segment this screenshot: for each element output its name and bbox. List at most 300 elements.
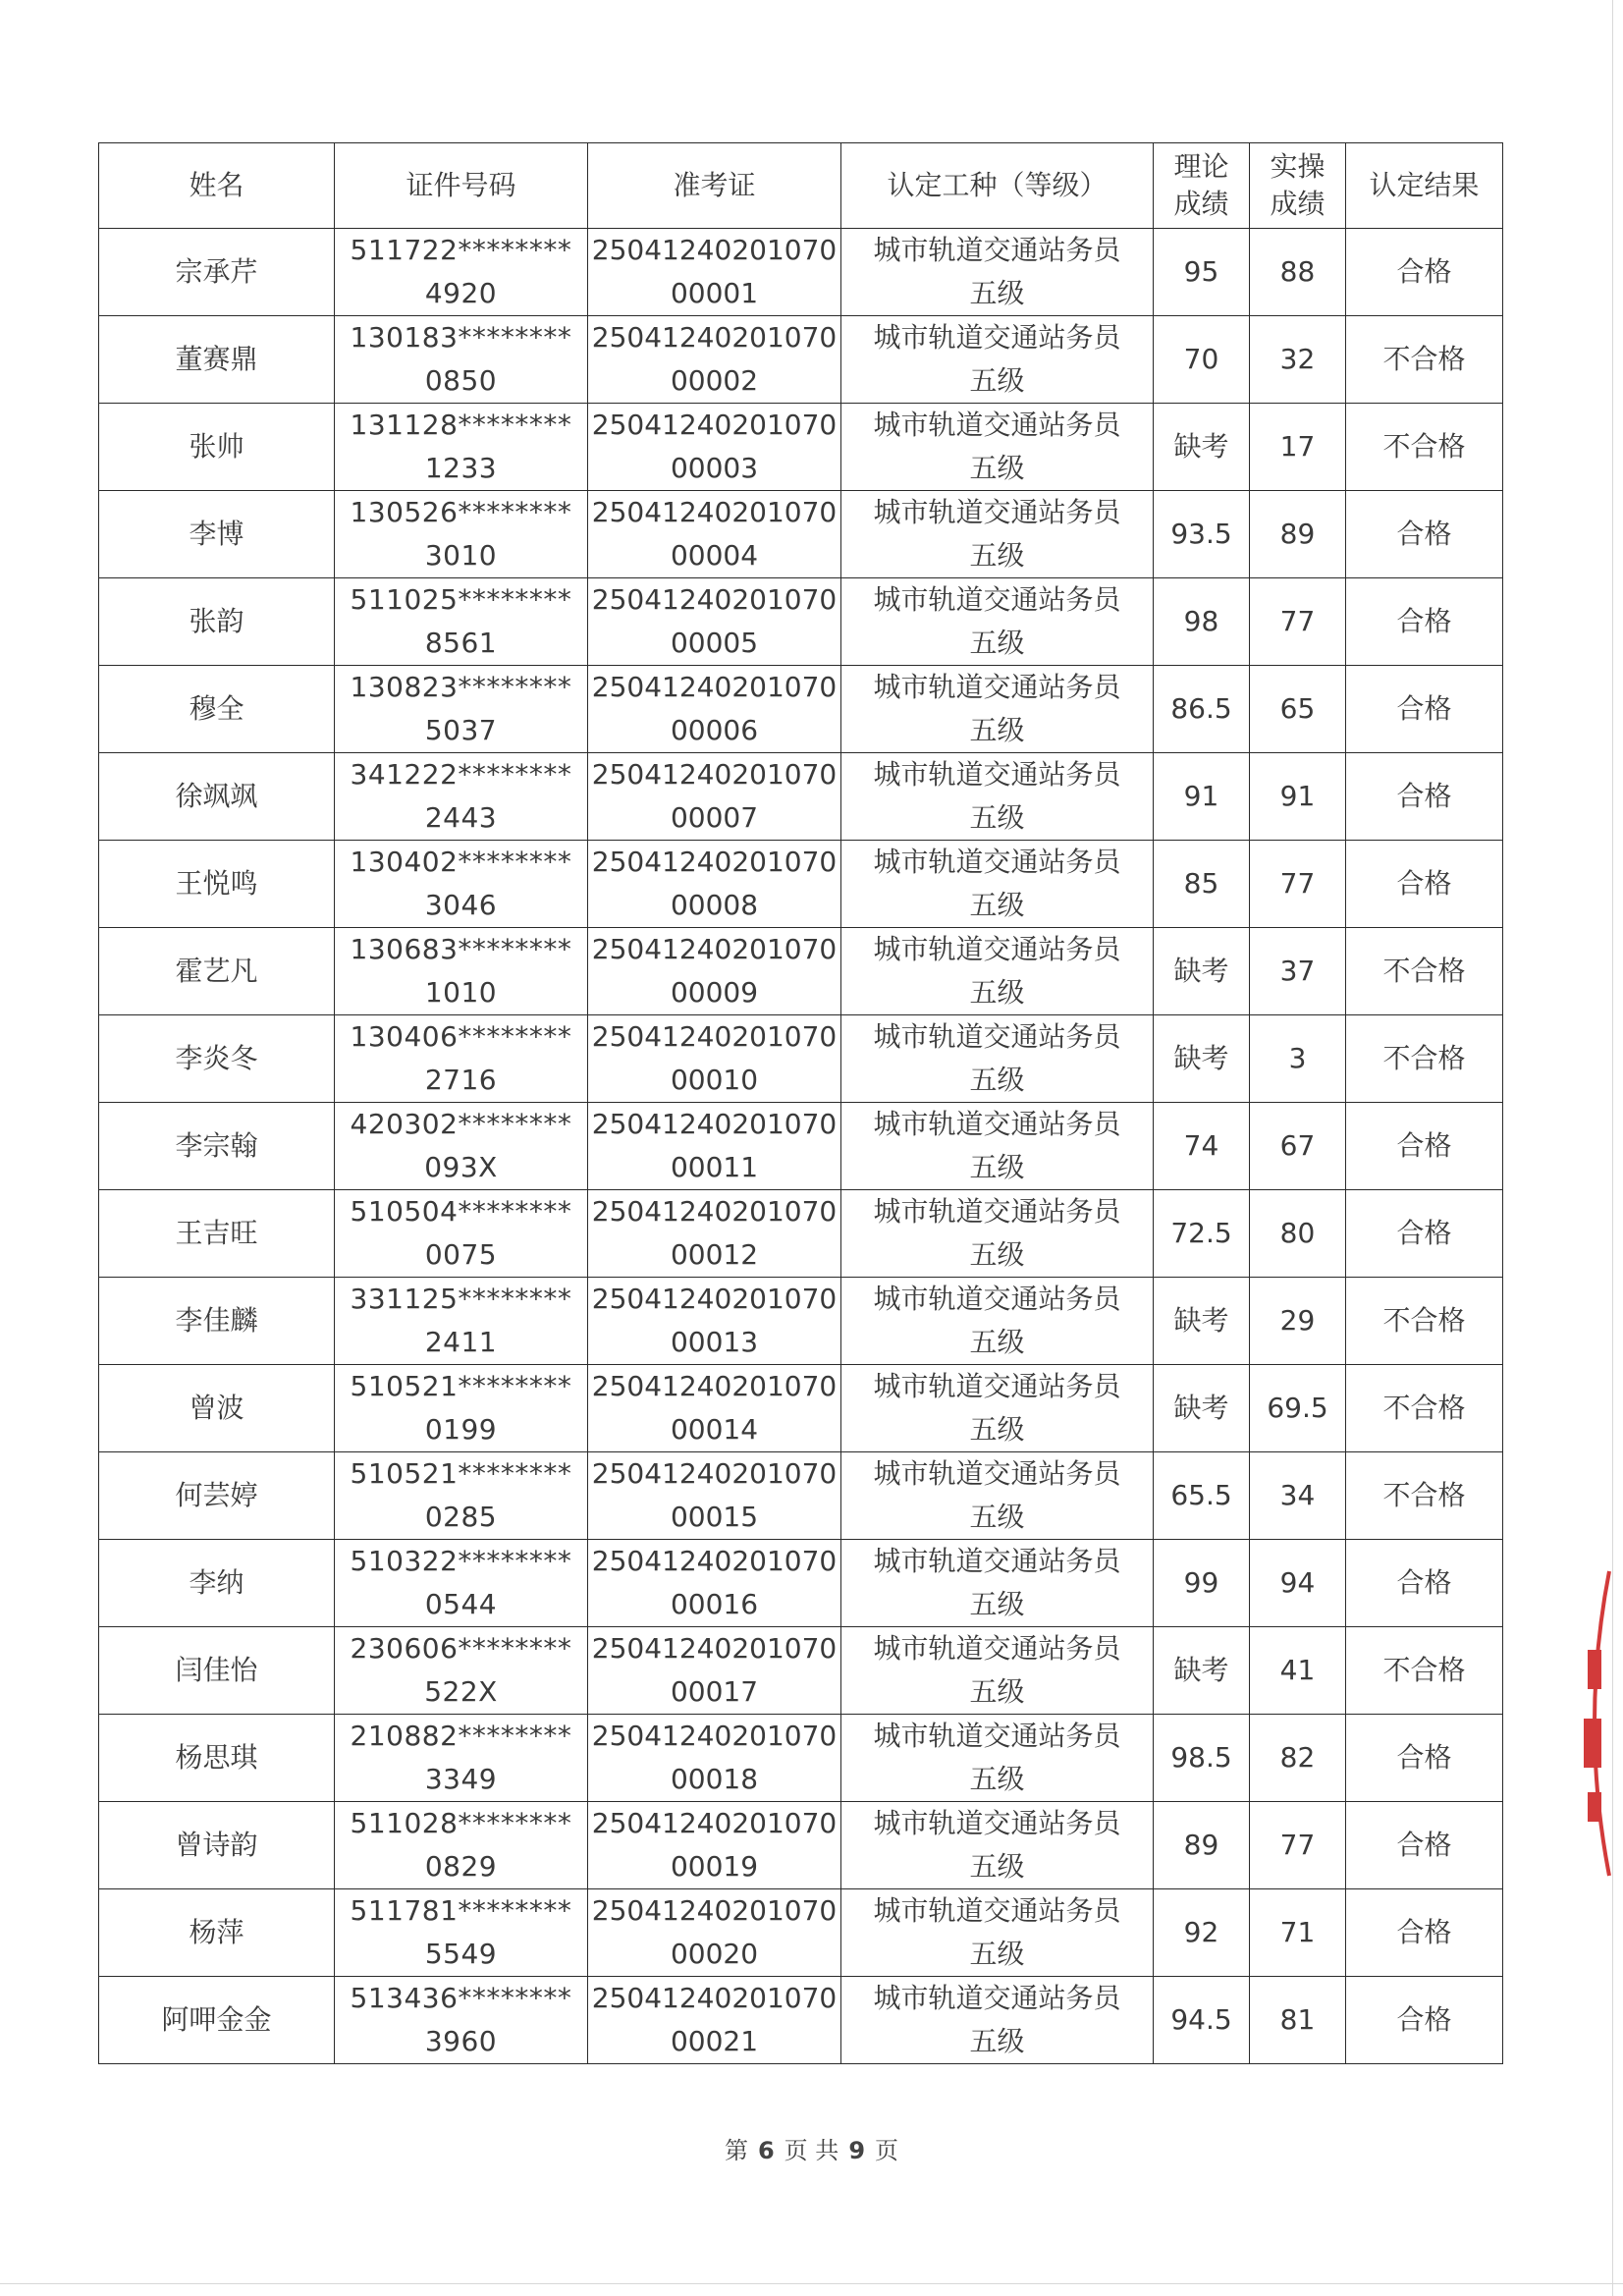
cell-result: 不合格 xyxy=(1346,404,1503,491)
cell-occupation xyxy=(841,841,1154,928)
cell-practical: 37 xyxy=(1250,928,1346,1015)
cell-occupation-line1: 城市轨道交通站务员 xyxy=(873,583,1121,616)
cell-ticket-line1: 25041240201070 xyxy=(591,321,838,354)
cell-ticket xyxy=(588,229,841,316)
cell-ticket-line2: 00020 xyxy=(670,1938,759,1970)
cell-ticket-line1: 25041240201070 xyxy=(591,1020,838,1053)
cell-theory: 93.5 xyxy=(1154,491,1250,578)
cell-ticket-line2: 00019 xyxy=(670,1850,759,1883)
cell-id-line1: 513436******** xyxy=(350,1982,572,2014)
cell-occupation xyxy=(841,1103,1154,1190)
cell-id-line1: 130183******** xyxy=(350,321,572,354)
table-row xyxy=(99,491,1503,578)
cell-occupation-line1: 城市轨道交通站务员 xyxy=(873,671,1121,703)
cell-occupation-line1: 城市轨道交通站务员 xyxy=(873,1108,1121,1140)
cell-occupation-line1: 城市轨道交通站务员 xyxy=(873,1283,1121,1315)
table-row xyxy=(99,1452,1503,1540)
cell-name: 穆全 xyxy=(99,666,335,753)
cell-ticket-line1: 25041240201070 xyxy=(591,1894,838,1927)
cell-id-line2: 0075 xyxy=(424,1238,498,1271)
table-header-row xyxy=(99,143,1503,229)
cell-id-line1: 511781******** xyxy=(350,1894,572,1927)
table-row xyxy=(99,1540,1503,1627)
cell-result: 合格 xyxy=(1346,578,1503,666)
cell-practical: 77 xyxy=(1250,1802,1346,1889)
cell-name: 李宗翰 xyxy=(99,1103,335,1190)
table-row xyxy=(99,1103,1503,1190)
cell-occupation-line2: 五级 xyxy=(969,1588,1025,1620)
cell-ticket xyxy=(588,1452,841,1540)
cell-ticket-line1: 25041240201070 xyxy=(591,1545,838,1577)
header-theory-line1: 理论 xyxy=(1173,150,1229,183)
cell-occupation-line2: 五级 xyxy=(969,1326,1025,1358)
cell-occupation-line1: 城市轨道交通站务员 xyxy=(873,1894,1121,1927)
cell-id xyxy=(335,1103,588,1190)
cell-ticket xyxy=(588,578,841,666)
cell-ticket-line2: 00021 xyxy=(670,2025,759,2057)
cell-ticket-line2: 00002 xyxy=(670,364,759,397)
cell-occupation-line1: 城市轨道交通站务员 xyxy=(873,1195,1121,1228)
cell-occupation-line2: 五级 xyxy=(969,1938,1025,1970)
table-row xyxy=(99,316,1503,404)
cell-theory: 91 xyxy=(1154,753,1250,841)
table-row xyxy=(99,1365,1503,1452)
cell-occupation-line2: 五级 xyxy=(969,1501,1025,1533)
cell-occupation-line2: 五级 xyxy=(969,1064,1025,1096)
table-row xyxy=(99,1627,1503,1715)
cell-ticket xyxy=(588,404,841,491)
cell-occupation xyxy=(841,1015,1154,1103)
cell-occupation-line2: 五级 xyxy=(969,801,1025,834)
page-edge-bottom xyxy=(0,2283,1623,2284)
cell-ticket-line2: 00003 xyxy=(670,452,759,484)
table-row xyxy=(99,666,1503,753)
cell-id-line1: 130683******** xyxy=(350,933,572,965)
cell-occupation-line2: 五级 xyxy=(969,1151,1025,1183)
cell-occupation xyxy=(841,1365,1154,1452)
table-row xyxy=(99,1977,1503,2064)
footer-prefix: 第 xyxy=(724,2137,748,2164)
cell-ticket-line2: 00014 xyxy=(670,1413,759,1446)
cell-ticket-line2: 00008 xyxy=(670,889,759,921)
cell-occupation xyxy=(841,229,1154,316)
cell-occupation-line1: 城市轨道交通站务员 xyxy=(873,1020,1121,1053)
cell-ticket-line1: 25041240201070 xyxy=(591,671,838,703)
cell-ticket-line2: 00004 xyxy=(670,539,759,572)
table-row xyxy=(99,229,1503,316)
table-row xyxy=(99,404,1503,491)
cell-ticket xyxy=(588,1802,841,1889)
cell-name: 李纳 xyxy=(99,1540,335,1627)
cell-theory: 缺考 xyxy=(1154,404,1250,491)
cell-theory: 99 xyxy=(1154,1540,1250,1627)
cell-theory: 缺考 xyxy=(1154,1627,1250,1715)
table-row xyxy=(99,928,1503,1015)
cell-result: 合格 xyxy=(1346,841,1503,928)
cell-id-line1: 230606******** xyxy=(350,1632,572,1665)
cell-ticket-line1: 25041240201070 xyxy=(591,933,838,965)
cell-ticket-line2: 00012 xyxy=(670,1238,759,1271)
cell-id-line2: 3960 xyxy=(424,2025,498,2057)
cell-practical: 29 xyxy=(1250,1278,1346,1365)
cell-theory: 70 xyxy=(1154,316,1250,404)
cell-ticket-line1: 25041240201070 xyxy=(591,1807,838,1839)
cell-result: 合格 xyxy=(1346,666,1503,753)
cell-result: 合格 xyxy=(1346,1103,1503,1190)
cell-occupation-line1: 城市轨道交通站务员 xyxy=(873,1370,1121,1402)
cell-id-line2: 8561 xyxy=(424,627,498,659)
cell-id xyxy=(335,1452,588,1540)
cell-theory: 89 xyxy=(1154,1802,1250,1889)
cell-practical: 67 xyxy=(1250,1103,1346,1190)
cell-id xyxy=(335,1190,588,1278)
cell-ticket-line1: 25041240201070 xyxy=(591,1108,838,1140)
footer-page-number: 6 xyxy=(757,2137,775,2164)
cell-name: 王悦鸣 xyxy=(99,841,335,928)
cell-ticket xyxy=(588,1715,841,1802)
cell-practical: 32 xyxy=(1250,316,1346,404)
cell-result: 合格 xyxy=(1346,1802,1503,1889)
table-row xyxy=(99,753,1503,841)
table-row xyxy=(99,1715,1503,1802)
footer-middle: 页 共 xyxy=(784,2137,839,2164)
cell-theory: 98.5 xyxy=(1154,1715,1250,1802)
cell-ticket-line1: 25041240201070 xyxy=(591,758,838,791)
cell-occupation-line1: 城市轨道交通站务员 xyxy=(873,1632,1121,1665)
cell-name: 宗承芹 xyxy=(99,229,335,316)
cell-ticket xyxy=(588,1627,841,1715)
cell-theory: 86.5 xyxy=(1154,666,1250,753)
cell-id xyxy=(335,316,588,404)
cell-ticket xyxy=(588,1365,841,1452)
cell-result: 合格 xyxy=(1346,1715,1503,1802)
cell-id-line1: 210882******** xyxy=(350,1720,572,1752)
cell-result: 不合格 xyxy=(1346,1015,1503,1103)
cell-name: 何芸婷 xyxy=(99,1452,335,1540)
cell-id xyxy=(335,1365,588,1452)
cell-occupation-line2: 五级 xyxy=(969,364,1025,397)
cell-ticket-line1: 25041240201070 xyxy=(591,1370,838,1402)
cell-occupation xyxy=(841,1977,1154,2064)
cell-theory: 85 xyxy=(1154,841,1250,928)
cell-practical: 69.5 xyxy=(1250,1365,1346,1452)
header-id: 证件号码 xyxy=(335,143,588,229)
cell-result: 合格 xyxy=(1346,1540,1503,1627)
cell-id-line1: 510521******** xyxy=(350,1370,572,1402)
cell-ticket-line2: 00009 xyxy=(670,976,759,1009)
cell-id-line2: 2443 xyxy=(424,801,498,834)
cell-practical: 77 xyxy=(1250,841,1346,928)
cell-practical: 82 xyxy=(1250,1715,1346,1802)
cell-ticket-line2: 00006 xyxy=(670,714,759,746)
cell-occupation xyxy=(841,928,1154,1015)
cell-occupation-line2: 五级 xyxy=(969,1413,1025,1446)
cell-result: 合格 xyxy=(1346,753,1503,841)
cell-ticket xyxy=(588,1540,841,1627)
cell-id-line1: 130526******** xyxy=(350,496,572,528)
cell-occupation xyxy=(841,1540,1154,1627)
cell-theory: 98 xyxy=(1154,578,1250,666)
cell-occupation-line2: 五级 xyxy=(969,539,1025,572)
cell-ticket-line1: 25041240201070 xyxy=(591,846,838,878)
cell-id-line2: 0285 xyxy=(424,1501,498,1533)
cell-name: 李博 xyxy=(99,491,335,578)
cell-ticket xyxy=(588,1889,841,1977)
cell-theory: 缺考 xyxy=(1154,1278,1250,1365)
cell-name: 李佳麟 xyxy=(99,1278,335,1365)
cell-id xyxy=(335,1889,588,1977)
cell-id-line2: 5037 xyxy=(424,714,498,746)
cell-id xyxy=(335,753,588,841)
cell-id-line2: 3046 xyxy=(424,889,498,921)
table-row xyxy=(99,841,1503,928)
cell-ticket-line2: 00018 xyxy=(670,1763,759,1795)
cell-name: 杨思琪 xyxy=(99,1715,335,1802)
header-result: 认定结果 xyxy=(1346,143,1503,229)
cell-practical: 65 xyxy=(1250,666,1346,753)
cell-id xyxy=(335,666,588,753)
cell-id xyxy=(335,1627,588,1715)
cell-theory: 92 xyxy=(1154,1889,1250,1977)
cell-id-line1: 131128******** xyxy=(350,409,572,441)
cell-name: 张帅 xyxy=(99,404,335,491)
table-row xyxy=(99,1278,1503,1365)
cell-occupation xyxy=(841,1278,1154,1365)
cell-id-line2: 1010 xyxy=(424,976,498,1009)
cell-id xyxy=(335,491,588,578)
cell-name: 霍艺凡 xyxy=(99,928,335,1015)
results-table xyxy=(98,142,1503,2064)
cell-name: 王吉旺 xyxy=(99,1190,335,1278)
cell-occupation-line1: 城市轨道交通站务员 xyxy=(873,1545,1121,1577)
page-edge-right xyxy=(1612,0,1613,2296)
cell-occupation xyxy=(841,491,1154,578)
cell-occupation-line2: 五级 xyxy=(969,452,1025,484)
cell-practical: 77 xyxy=(1250,578,1346,666)
cell-ticket-line1: 25041240201070 xyxy=(591,1720,838,1752)
cell-id-line1: 511025******** xyxy=(350,583,572,616)
cell-ticket-line2: 00013 xyxy=(670,1326,759,1358)
cell-id-line2: 0199 xyxy=(424,1413,498,1446)
cell-occupation-line1: 城市轨道交通站务员 xyxy=(873,758,1121,791)
cell-id-line2: 0850 xyxy=(424,364,498,397)
cell-ticket-line1: 25041240201070 xyxy=(591,1195,838,1228)
cell-ticket-line1: 25041240201070 xyxy=(591,583,838,616)
cell-ticket-line1: 25041240201070 xyxy=(591,1283,838,1315)
cell-occupation-line2: 五级 xyxy=(969,627,1025,659)
cell-ticket xyxy=(588,1103,841,1190)
table-row xyxy=(99,578,1503,666)
cell-occupation xyxy=(841,1889,1154,1977)
cell-id-line2: 2716 xyxy=(424,1064,498,1096)
cell-result: 不合格 xyxy=(1346,1627,1503,1715)
cell-id-line2: 093X xyxy=(424,1151,498,1183)
cell-id xyxy=(335,1977,588,2064)
cell-id-line2: 0544 xyxy=(424,1588,498,1620)
cell-theory: 74 xyxy=(1154,1103,1250,1190)
table-row xyxy=(99,1889,1503,1977)
cell-ticket xyxy=(588,491,841,578)
cell-occupation-line2: 五级 xyxy=(969,1675,1025,1708)
cell-result: 不合格 xyxy=(1346,928,1503,1015)
cell-ticket xyxy=(588,666,841,753)
cell-occupation-line1: 城市轨道交通站务员 xyxy=(873,1982,1121,2014)
cell-result: 合格 xyxy=(1346,229,1503,316)
cell-ticket xyxy=(588,1977,841,2064)
cell-id-line1: 511028******** xyxy=(350,1807,572,1839)
cell-practical: 41 xyxy=(1250,1627,1346,1715)
cell-ticket xyxy=(588,1190,841,1278)
cell-id-line1: 130406******** xyxy=(350,1020,572,1053)
cell-occupation-line1: 城市轨道交通站务员 xyxy=(873,1457,1121,1490)
cell-occupation-line1: 城市轨道交通站务员 xyxy=(873,234,1121,266)
cell-theory: 65.5 xyxy=(1154,1452,1250,1540)
cell-id xyxy=(335,229,588,316)
header-practical-line1: 实操 xyxy=(1270,150,1325,183)
cell-id xyxy=(335,578,588,666)
table-row xyxy=(99,1190,1503,1278)
cell-occupation-line2: 五级 xyxy=(969,1763,1025,1795)
cell-id-line1: 130823******** xyxy=(350,671,572,703)
header-name: 姓名 xyxy=(99,143,335,229)
cell-ticket-line2: 00001 xyxy=(670,277,759,309)
header-occupation: 认定工种（等级） xyxy=(841,143,1154,229)
cell-occupation-line2: 五级 xyxy=(969,976,1025,1009)
page-footer xyxy=(0,2131,1623,2165)
cell-id-line1: 510521******** xyxy=(350,1457,572,1490)
cell-id xyxy=(335,1278,588,1365)
cell-name: 徐飒飒 xyxy=(99,753,335,841)
cell-name: 董赛鼎 xyxy=(99,316,335,404)
cell-id-line1: 130402******** xyxy=(350,846,572,878)
cell-occupation-line2: 五级 xyxy=(969,889,1025,921)
cell-id-line2: 5549 xyxy=(424,1938,498,1970)
cell-ticket-line2: 00007 xyxy=(670,801,759,834)
cell-id xyxy=(335,928,588,1015)
table-row xyxy=(99,1802,1503,1889)
cell-id-line2: 0829 xyxy=(424,1850,498,1883)
cell-occupation-line1: 城市轨道交通站务员 xyxy=(873,409,1121,441)
cell-theory: 95 xyxy=(1154,229,1250,316)
cell-ticket xyxy=(588,1015,841,1103)
cell-name: 曾波 xyxy=(99,1365,335,1452)
cell-ticket-line1: 25041240201070 xyxy=(591,1982,838,2014)
cell-practical: 81 xyxy=(1250,1977,1346,2064)
cell-occupation xyxy=(841,404,1154,491)
cell-name: 张韵 xyxy=(99,578,335,666)
seal-stamp-fragment xyxy=(1570,1561,1611,1886)
cell-occupation xyxy=(841,1627,1154,1715)
cell-result: 合格 xyxy=(1346,491,1503,578)
cell-practical: 89 xyxy=(1250,491,1346,578)
cell-id-line1: 331125******** xyxy=(350,1283,572,1315)
cell-ticket-line2: 00017 xyxy=(670,1675,759,1708)
cell-occupation-line1: 城市轨道交通站务员 xyxy=(873,1807,1121,1839)
cell-occupation xyxy=(841,1190,1154,1278)
cell-occupation xyxy=(841,1452,1154,1540)
cell-result: 合格 xyxy=(1346,1190,1503,1278)
cell-ticket-line2: 00011 xyxy=(670,1151,759,1183)
cell-ticket xyxy=(588,928,841,1015)
cell-practical: 80 xyxy=(1250,1190,1346,1278)
header-ticket: 准考证 xyxy=(588,143,841,229)
cell-practical: 17 xyxy=(1250,404,1346,491)
cell-result: 合格 xyxy=(1346,1889,1503,1977)
cell-id xyxy=(335,1715,588,1802)
cell-occupation-line1: 城市轨道交通站务员 xyxy=(873,321,1121,354)
cell-ticket-line1: 25041240201070 xyxy=(591,1457,838,1490)
cell-occupation-line1: 城市轨道交通站务员 xyxy=(873,933,1121,965)
cell-ticket-line1: 25041240201070 xyxy=(591,1632,838,1665)
cell-name: 闫佳怡 xyxy=(99,1627,335,1715)
cell-occupation-line1: 城市轨道交通站务员 xyxy=(873,496,1121,528)
header-practical-line2: 成绩 xyxy=(1270,188,1325,220)
cell-theory: 缺考 xyxy=(1154,1015,1250,1103)
cell-id xyxy=(335,404,588,491)
cell-theory: 缺考 xyxy=(1154,1365,1250,1452)
cell-id-line2: 522X xyxy=(424,1675,498,1708)
cell-ticket-line1: 25041240201070 xyxy=(591,234,838,266)
cell-practical: 71 xyxy=(1250,1889,1346,1977)
cell-occupation xyxy=(841,316,1154,404)
cell-ticket-line2: 00005 xyxy=(670,627,759,659)
footer-suffix: 页 xyxy=(875,2137,899,2164)
cell-ticket-line1: 25041240201070 xyxy=(591,496,838,528)
cell-occupation-line2: 五级 xyxy=(969,1850,1025,1883)
cell-id-line1: 510504******** xyxy=(350,1195,572,1228)
cell-occupation-line2: 五级 xyxy=(969,1238,1025,1271)
cell-id xyxy=(335,1540,588,1627)
cell-result: 不合格 xyxy=(1346,1365,1503,1452)
cell-practical: 34 xyxy=(1250,1452,1346,1540)
cell-id xyxy=(335,1015,588,1103)
cell-id-line1: 341222******** xyxy=(350,758,572,791)
cell-ticket xyxy=(588,753,841,841)
cell-theory: 94.5 xyxy=(1154,1977,1250,2064)
header-practical xyxy=(1250,143,1346,229)
cell-occupation-line1: 城市轨道交通站务员 xyxy=(873,846,1121,878)
cell-practical: 91 xyxy=(1250,753,1346,841)
cell-ticket xyxy=(588,316,841,404)
header-theory xyxy=(1154,143,1250,229)
footer-total-pages: 9 xyxy=(848,2137,866,2164)
cell-result: 不合格 xyxy=(1346,1452,1503,1540)
cell-ticket xyxy=(588,841,841,928)
cell-occupation xyxy=(841,753,1154,841)
cell-id-line2: 1233 xyxy=(424,452,498,484)
cell-name: 李炎冬 xyxy=(99,1015,335,1103)
cell-theory: 72.5 xyxy=(1154,1190,1250,1278)
cell-practical: 3 xyxy=(1250,1015,1346,1103)
cell-result: 不合格 xyxy=(1346,316,1503,404)
cell-id-line2: 2411 xyxy=(424,1326,498,1358)
cell-name: 阿呷金金 xyxy=(99,1977,335,2064)
cell-id xyxy=(335,1802,588,1889)
cell-ticket-line1: 25041240201070 xyxy=(591,409,838,441)
cell-id-line2: 3349 xyxy=(424,1763,498,1795)
cell-occupation xyxy=(841,1715,1154,1802)
cell-practical: 88 xyxy=(1250,229,1346,316)
cell-occupation xyxy=(841,578,1154,666)
header-theory-line2: 成绩 xyxy=(1173,188,1229,220)
cell-occupation-line2: 五级 xyxy=(969,714,1025,746)
cell-occupation-line1: 城市轨道交通站务员 xyxy=(873,1720,1121,1752)
cell-id-line2: 4920 xyxy=(424,277,498,309)
cell-id xyxy=(335,841,588,928)
cell-ticket-line2: 00016 xyxy=(670,1588,759,1620)
cell-id-line1: 511722******** xyxy=(350,234,572,266)
cell-name: 杨萍 xyxy=(99,1889,335,1977)
